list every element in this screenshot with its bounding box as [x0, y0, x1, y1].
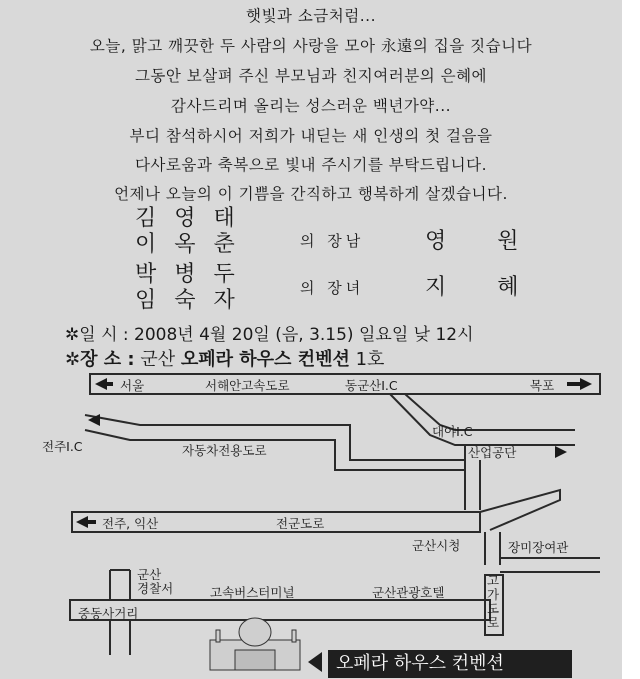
label-seoul: 서울: [120, 378, 145, 393]
message-line: 언제나 오늘의 이 기쁨을 간직하고 행복하게 살겠습니다.: [114, 185, 508, 203]
diagonal-road: [480, 490, 560, 530]
place-city: 군산: [140, 349, 176, 370]
time-value: 2008년 4월 20일 (음, 3.15) 일요일 낮 12시: [134, 325, 474, 345]
time-label: ✲일 시 :: [65, 325, 129, 345]
label-expressway: 서해안고속도로: [205, 378, 290, 393]
groom-name: 영 원: [425, 229, 541, 254]
arrow-left-icon: [105, 382, 113, 386]
margin-strip: [622, 0, 640, 679]
place-hall: 1호: [355, 349, 385, 370]
label-mokpo: 목포: [530, 378, 555, 393]
groom-father: 김영태: [135, 206, 253, 231]
bride-name: 지 혜: [425, 275, 541, 300]
message-line: 오늘, 맑고 깨끗한 두 사람의 사랑을 모아 永遠의 집을 짓습니다: [89, 37, 533, 55]
label-tourist-hotel: 군산관광호텔: [372, 585, 445, 600]
arrow-right-icon: [555, 446, 567, 458]
label-jeongun-road: 전군도로: [276, 516, 325, 531]
message-heading: 햇빛과 소금처럼...: [245, 7, 377, 25]
daeya-connector-inner: [405, 394, 575, 430]
label-industrial: 산업공단: [468, 445, 517, 460]
motorway-road-bottom: [85, 430, 465, 470]
label-bus-terminal: 고속버스터미널: [210, 585, 295, 600]
motorway-road-top: [85, 415, 465, 460]
message-line: 감사드리며 올리는 성스러운 백년가약...: [170, 97, 452, 115]
venue-badge: 오페라 하우스 컨벤션: [328, 650, 572, 678]
message-line: 그동안 보살펴 주신 부모님과 친지여러분의 은혜에: [134, 67, 488, 85]
label-dong-gunsan-ic: 동군산I.C: [345, 378, 398, 393]
bride-mother: 임숙자: [135, 288, 253, 313]
bride-relation: 의 장녀: [300, 279, 365, 297]
daeya-connector: [390, 394, 575, 445]
label-motorway: 자동차전용도로: [182, 443, 267, 458]
message-line: 부디 참석하시어 저희가 내딛는 새 인생의 첫 걸음을: [129, 127, 493, 145]
label-daeya-ic: 대야I.C: [432, 424, 473, 439]
label-jeonju-iksan: 전주, 익산: [102, 516, 159, 531]
venue-building-icon: [210, 618, 300, 670]
place-label: ✲장 소 :: [65, 349, 135, 370]
label-overpass: 고가도로: [487, 573, 500, 630]
arrow-right-icon: [580, 378, 592, 390]
label-police: 군산 경찰서: [137, 567, 174, 596]
arrow-left-icon: [86, 520, 96, 524]
place-venue: 오페라 하우스 컨벤션: [180, 349, 350, 370]
bride-father: 박병두: [135, 262, 253, 287]
arrow-right-icon: [567, 382, 581, 386]
label-jeonju-ic: 전주I.C: [42, 439, 83, 454]
message-line: 다사로움과 축복으로 빛내 주시기를 부탁드립니다.: [134, 156, 488, 174]
label-jangmi-hall: 장미장여관: [508, 540, 569, 555]
label-city-hall: 군산시청: [412, 538, 461, 553]
groom-mother: 이옥춘: [135, 232, 253, 257]
groom-relation: 의 장남: [300, 232, 365, 250]
pointer-icon: [308, 652, 322, 672]
label-jungdong: 중동사거리: [78, 606, 139, 621]
